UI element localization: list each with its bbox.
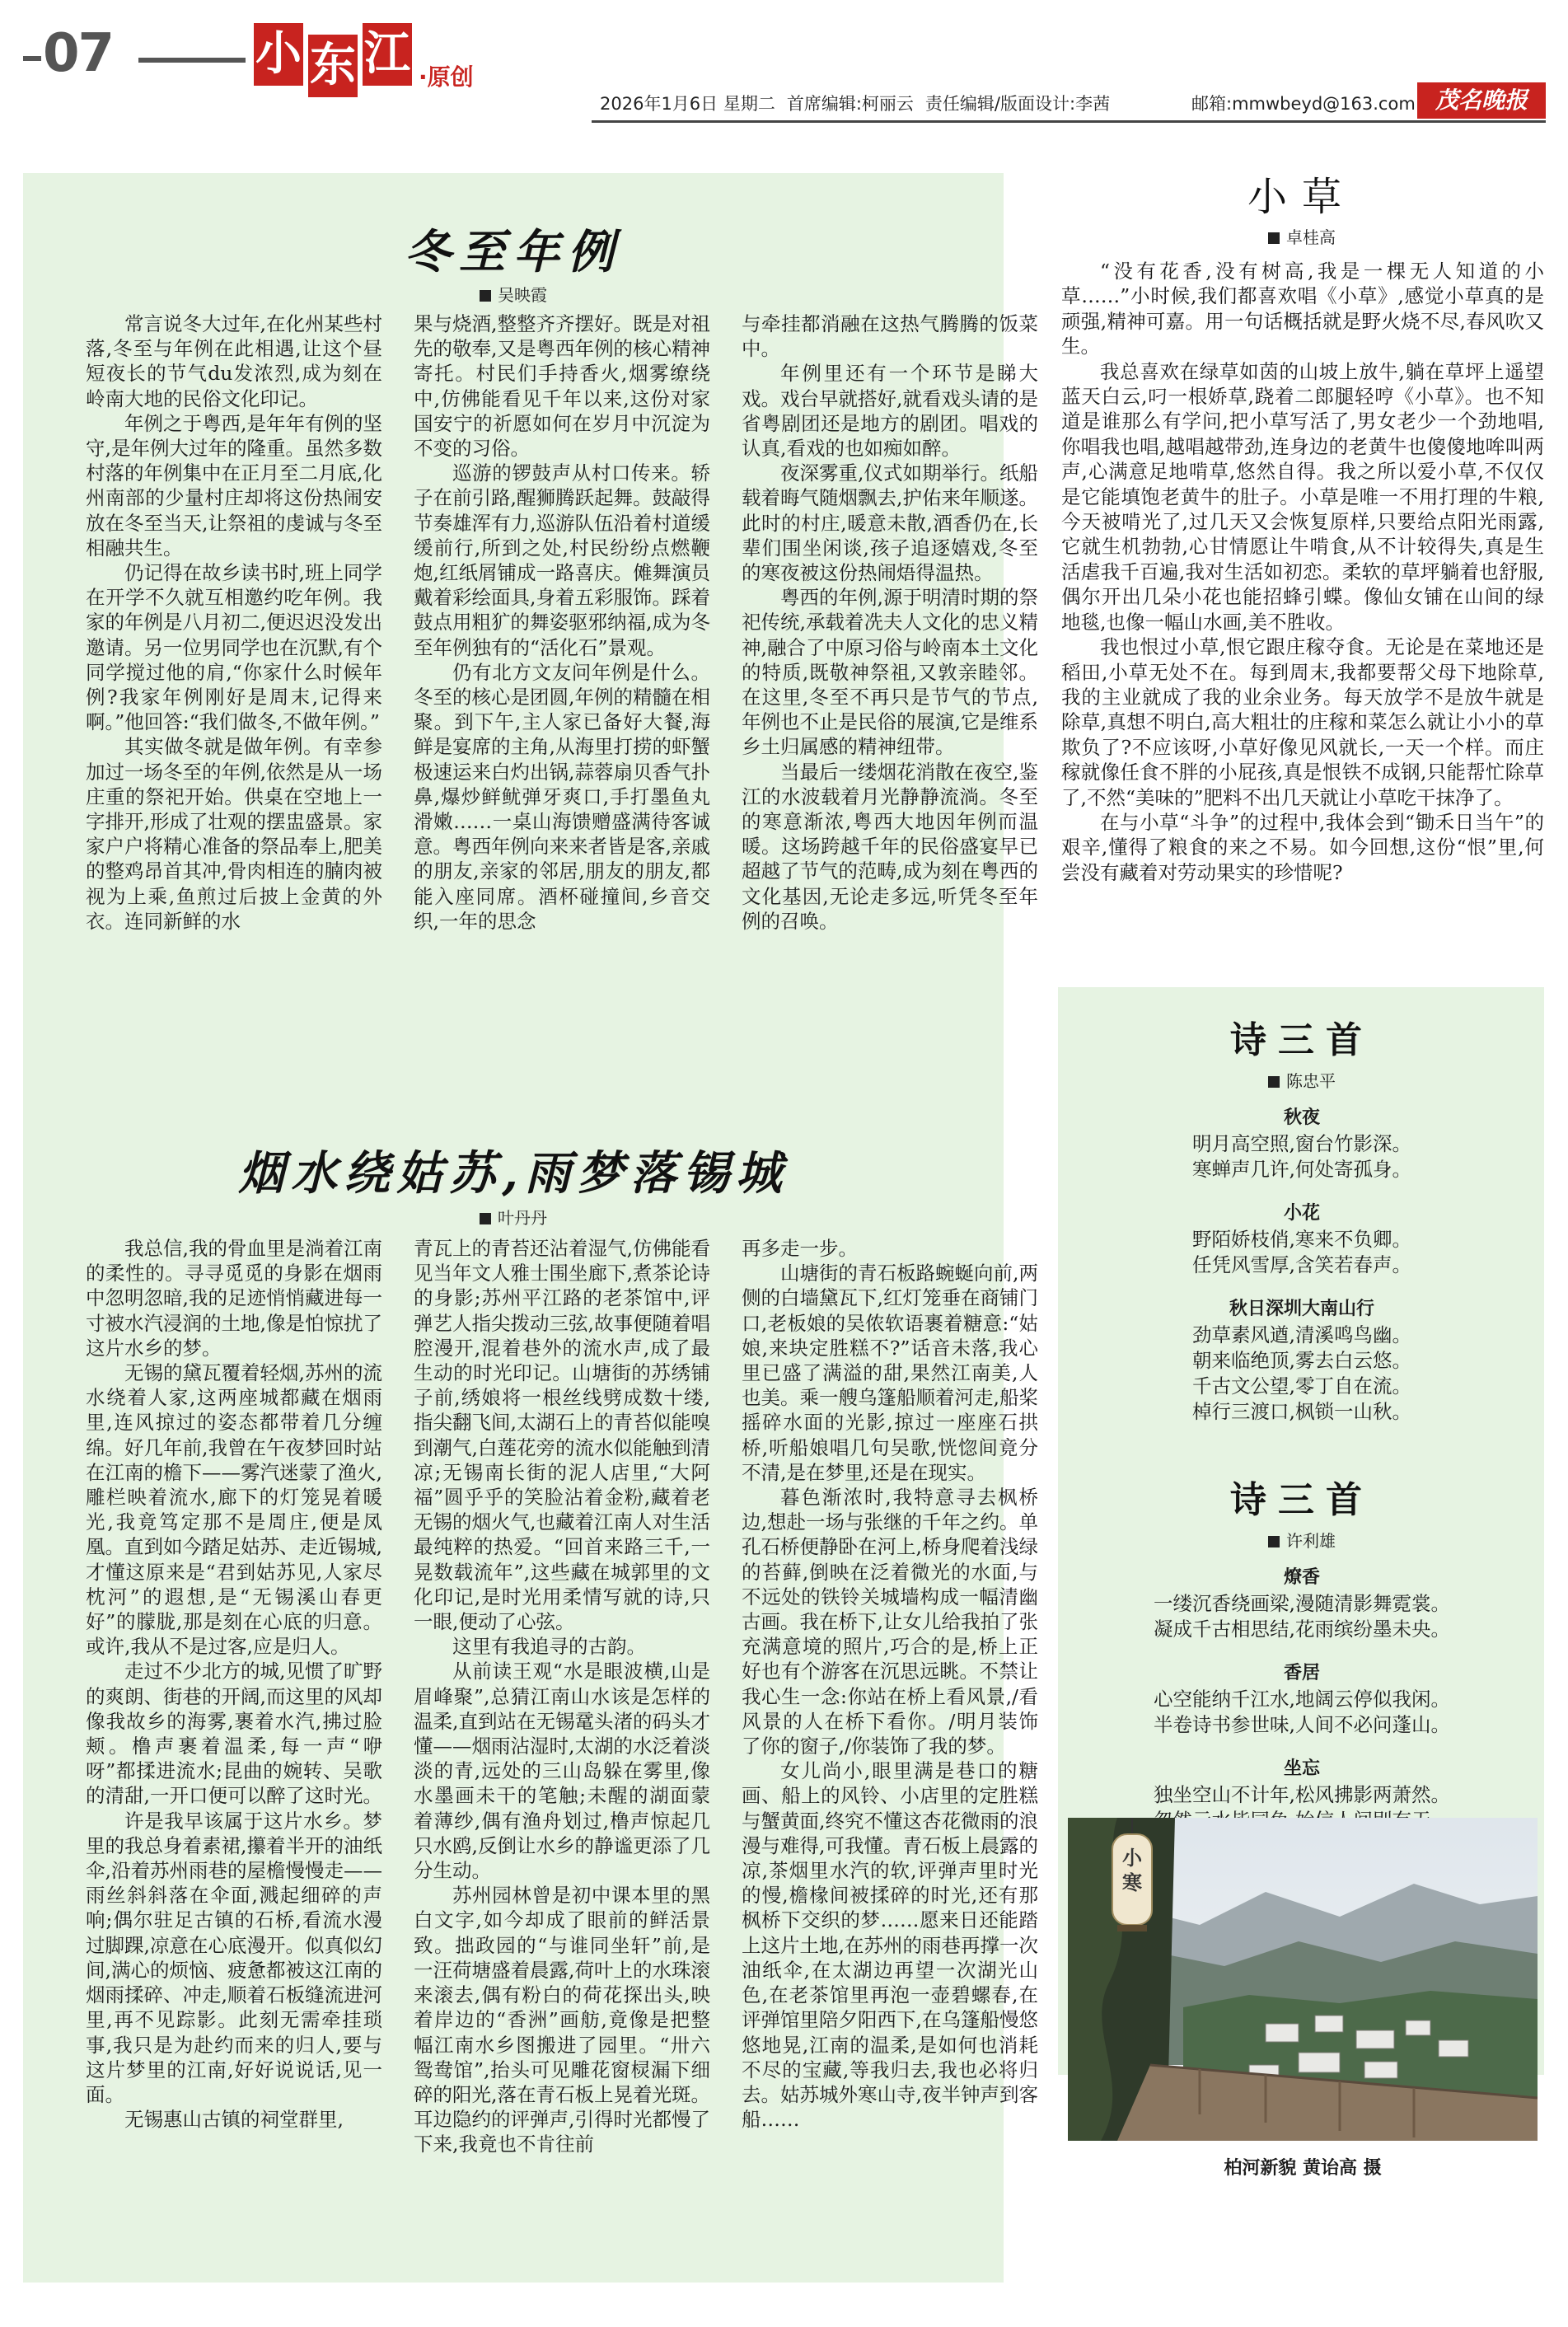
article1-col-3	[742, 311, 1038, 934]
poem-line: 凝成千古相思结,花雨缤纷墨未央。	[1154, 1618, 1450, 1641]
poem	[1063, 1201, 1541, 1278]
masthead-rule	[138, 58, 246, 63]
article2-author: 叶丹丹	[498, 1208, 547, 1228]
paragraph: 无锡惠山古镇的祠堂群里,	[124, 2108, 344, 2132]
poem-line: 棹行三渡口,枫锁一山秋。	[1192, 1400, 1411, 1423]
byline-square-icon	[1268, 232, 1280, 244]
paragraph: 我总喜欢在绿草如茵的山坡上放牛,躺在草坪上遥望蓝天白云,叼一根娇草,跷着二郎腿轻哼《小草》。也不知道是谁那么有学问,把小草写活了,男女老少一个劲地唱,你唱我也唱,越唱越带劲,连身边的老黄牛也傻傻地哞叫两声,心满意足地啃草,悠然自得。我之所以爱小草,不仅仅是它能填饱老黄牛的肚子。小草是唯一不用打理的牛粮,今天被啃光了,过几天又会恢复原样,只要给点阳光雨露,它就生机勃勃,心甘情愿让牛啃食,从不计较得失,真是生活虐我千百遍,我对生活如初恋。柔软的草坪躺着也舒服,偶尔开出几朵小花也能招蜂引蝶。像仙女铺在山间的绿地毯,也像一幅山水画,美不胜收。	[1061, 359, 1544, 634]
byline-square-icon	[480, 290, 491, 302]
poem	[1063, 1660, 1541, 1738]
paragraph: 夜深雾重,仪式如期举行。纸船载着晦气随烟飘去,护佑来年顺遂。此时的村庄,暖意未散,酒香仍在,长辈们围坐闲谈,孩子追逐嬉戏,冬至的寒夜被这份热闹焐得温热。	[742, 461, 1038, 585]
article3-body	[1061, 259, 1544, 885]
masthead-info	[600, 91, 1121, 115]
paragraph: 仍有北方文友问年例是什么。冬至的核心是团圆,年例的精髓在相聚。到下午,主人家已备好大餐,海鲜是宴席的主角,从海里打捞的虾蟹极速运来白灼出锅,蒜蓉扇贝香气扑鼻,爆炒鲜鱿弹牙爽口,手打墨鱼丸滑嫩……一桌山海馈赠盛满待客诚意。粤西年例向来来者皆是客,亲戚的朋友,亲家的邻居,朋友的朋友,都能入座同席。酒杯碰撞间,乡音交织,一年的思念	[414, 660, 710, 933]
section-char-3: 江	[363, 23, 412, 86]
paragraph: 年例之于粤西,是年年有例的坚守,是年例大过年的隆重。虽然多数村落的年例集中在正月至二月底,化州南部的少量村庄却将这份热闹安放在冬至当天,让祭祖的虔诚与冬至相融共生。	[86, 411, 382, 560]
paragraph: 粤西的年例,源于明清时期的祭祀传统,承载着冼夫人文化的忠义精神,融合了中原习俗与岭南本土文化的特质,既敬神祭祖,又敦亲睦邻。在这里,冬至不再只是节气的节点,年例也不止是民俗的展演,它是维系乡土归属感的精神纽带。	[742, 586, 1038, 759]
issue-date: 2026年1月6日 星期二	[600, 94, 775, 114]
poems1-byline	[1063, 1068, 1541, 1092]
article2-col-1	[86, 1236, 382, 2157]
article1-col-2	[414, 311, 710, 934]
poem-line: 明月高空照,窗台竹影深。	[1192, 1132, 1411, 1155]
poem-line: 野陌娇枝俏,寒来不负卿。	[1192, 1228, 1411, 1251]
poem	[1063, 1296, 1541, 1425]
chief-editor: 首席编辑:柯丽云	[786, 94, 914, 114]
article1-body	[86, 311, 1038, 934]
poem-line: 劲草素风遒,清溪鸣鸟幽。	[1192, 1323, 1411, 1346]
paragraph: 我总信,我的骨血里是淌着江南的柔性的。寻寻觅觅的身影在烟雨中忽明忽暗,我的足迹悄悄藏进每一寸被水汽浸润的土地,像是怕惊扰了这片水乡的梦。	[86, 1237, 382, 1360]
paragraph: 与牵挂都消融在这热气腾腾的饭菜中。	[742, 312, 1038, 361]
poem-line: 独坐空山不计年,松风拂影两萧然。	[1154, 1783, 1450, 1806]
poems1-author: 陈忠平	[1286, 1071, 1336, 1091]
landscape-photo	[1068, 1818, 1538, 2141]
poem-title: 香居	[1283, 1663, 1320, 1683]
article1-author: 吴映霞	[498, 285, 547, 305]
lantern-text: 小寒	[1122, 1846, 1142, 1894]
poem-line: 朝来临绝顶,雾去白云悠。	[1192, 1349, 1411, 1372]
paragraph: 暮色渐浓时,我特意寻去枫桥边,想赴一场与张继的千年之约。单孔石桥便静卧在河上,桥身爬着浅绿的苔藓,倒映在泛着微光的水面,与不远处的铁铃关城墙构成一幅清幽古画。我在桥下,让女儿给我拍了张充满意境的照片,巧合的是,桥上正好也有个游客在沉思远眺。不禁让我心生一念:你站在桥上看风景,/看风景的人在桥下看你。/明月装饰了你的窗子,/你装饰了我的梦。	[742, 1486, 1038, 1758]
photo-caption: 柏河新貌 黄诒高 摄	[1224, 2158, 1382, 2179]
masthead-rule-left	[23, 56, 41, 61]
article3-title: 小草	[1247, 174, 1356, 220]
paragraph: 无锡的黛瓦覆着轻烟,苏州的流水绕着人家,这两座城都藏在烟雨里,连风掠过的姿态都带着几分缠绵。好几年前,我曾在午夜梦回时站在江南的檐下——雾汽迷蒙了渔火,雕栏映着流水,廊下的灯笼晃着暖光,我竟笃定那不是周庄,便是凤凰。直到如今踏足姑苏、走近锡城,才懂这原来是“君到姑苏见,人家尽枕河”的遐想,是“无锡溪山春更好”的朦胧,那是刻在心底的归意。或许,我从不是过客,应是归人。	[86, 1361, 382, 1659]
article2-col-2	[414, 1236, 710, 2157]
poem-title: 燎香	[1283, 1567, 1320, 1588]
article2-body	[86, 1236, 1038, 2157]
paragraph: 苏州园林曾是初中课本里的黑白文字,如今却成了眼前的鲜活景致。拙政园的“与谁同坐轩”前,是一汪荷塘盛着晨露,荷叶上的水珠滚来滚去,偶有粉白的荷花探出头,映着岸边的“香洲”画舫,竟像是把整幅江南水乡图搬进了园里。“卅六鸳鸯馆”,抬头可见雕花窗棂漏下细碎的阳光,落在青石板上晃着光斑。耳边隐约的评弹声,引得时光都慢了下来,我竟也不肯往前	[414, 1884, 710, 2156]
byline-square-icon	[1268, 1076, 1280, 1088]
paragraph: 女儿尚小,眼里满是巷口的糖画、船上的风铃、小店里的定胜糕与蟹黄面,终究不懂这杏花微雨的浪漫与难得,可我懂。青石板上晨露的凉,茶烟里水汽的软,评弹声里时光的慢,檐椽间被揉碎的时光,还有那枫桥下交织的梦……愿来日还能踏上这片土地,在苏州的雨巷再撑一次油纸伞,在太湖边再望一次湖光山色,在老茶馆里再泡一壶碧螺春,在评弹馆里陪夕阳西下,在乌篷船慢悠悠地晃,江南的温柔,是如何也消耗不尽的宝藏,等我归去,我也必将归去。姑苏城外寒山寺,夜半钟声到客船……	[742, 1759, 1038, 2132]
poem-line: 寒蝉声几许,何处寄孤身。	[1192, 1158, 1411, 1181]
poem-line: 一缕沉香绕画梁,漫随清影舞霓裳。	[1154, 1592, 1450, 1615]
paragraph: 再多走一步。	[742, 1237, 858, 1260]
paragraph: 我也恨过小草,恨它跟庄稼夺食。无论是在菜地还是稻田,小草无处不在。每到周末,我都要帮父母下地除草,我的主业就成了我的业余业务。每天放学不是放牛就是除草,真想不明白,高大粗壮的庄稼和菜怎么就让小小的草欺负了?不应该呀,小草好像见风就长,一天一个样。而庄稼就像任食不胖的小屁孩,真是恨铁不成钢,只能帮忙除草了,不然“美味的”肥料不出几天就让小草吃干抹净了。	[1061, 635, 1544, 809]
paragraph: 常言说冬大过年,在化州某些村落,冬至与年例在此相遇,让这个昼短夜长的节气du发浓烈,成为刻在岭南大地的民俗文化印记。	[86, 312, 382, 410]
byline-square-icon	[1268, 1536, 1280, 1547]
masthead	[23, 23, 1546, 122]
article3-byline	[1063, 224, 1541, 248]
newspaper-logo: 茂名晚报	[1417, 82, 1546, 119]
paragraph: 许是我早该属于这片水乡。梦里的我总身着素裙,攥着半开的油纸伞,沿着苏州雨巷的屋檐慢慢走——雨丝斜斜落在伞面,溅起细碎的声响;偶尔驻足古镇的石桥,看流水漫过脚踝,凉意在心底漫开。似真似幻间,满心的烦恼、疲惫都被这江南的烟雨揉碎、冲走,顺着石板缝流进河里,再不见踪影。此刻无需牵挂琐事,我只是为赴约而来的归人,要与这片梦里的江南,好好说说话,见一面。	[86, 1809, 382, 2106]
article3-author: 卓桂高	[1286, 227, 1336, 247]
paragraph: 从前读王观“水是眼波横,山是眉峰聚”,总猜江南山水该是怎样的温柔,直到站在无锡鼋头渚的码头才懂——烟雨沾湿时,太湖的水泛着淡淡的青,远处的三山岛躲在雾里,像水墨画未干的笔触;未醒的湖面蒙着薄纱,偶有渔舟划过,橹声惊起几只水鸥,反倒让水乡的静谧更添了几分生动。	[414, 1660, 710, 1883]
paragraph: 当最后一缕烟花消散在夜空,鉴江的水波载着月光静静流淌。冬至的寒意渐浓,粤西大地因年例而温暖。这场跨越千年的民俗盛宴早已超越了节气的范畴,成为刻在粤西的文化基因,无论走多远,听凭冬至年例的召唤。	[742, 760, 1038, 933]
article1-byline	[23, 282, 1004, 306]
poems2-author: 许利雄	[1286, 1531, 1336, 1551]
poems2-title: 诗三首	[1230, 1479, 1374, 1521]
contact-email[interactable]: 邮箱:mmwbeyd@163.com	[1191, 94, 1416, 114]
poem-title: 秋夜	[1283, 1107, 1320, 1128]
paragraph: 走过不少北方的城,见惯了旷野的爽朗、街巷的开阔,而这里的风却像我故乡的海雾,裹着水汽,拂过脸颊。橹声裹着温柔,每一声“咿呀”都揉进流水;昆曲的婉转、吴歌的清甜,一开口便可以醉了这时光。	[86, 1660, 382, 1808]
paragraph: 巡游的锣鼓声从村口传来。轿子在前引路,醒狮腾跃起舞。鼓敲得节奏雄浑有力,巡游队伍沿着村道缓缓前行,所到之处,村民纷纷点燃鞭炮,红纸屑铺成一路喜庆。傩舞演员戴着彩绘面具,身着五彩服饰。踩着鼓点用粗犷的舞姿驱邪纳福,成为冬至年例独有的“活化石”景观。	[414, 461, 710, 659]
article2-title: 烟水绕姑苏,雨梦落锡城	[238, 1146, 789, 1201]
section-subtitle: ·原创	[419, 63, 474, 91]
paragraph: 果与烧酒,整整齐齐摆好。既是对祖先的敬奉,又是粤西年例的核心精神寄托。村民们手持香火,烟雾缭绕中,仿佛能看见千年以来,这份对家国安宁的祈愿如何在岁月中沉淀为不变的习俗。	[414, 312, 710, 461]
masthead-info-rule	[592, 120, 1546, 123]
paragraph: 年例里还有一个环节是睇大戏。戏台早就搭好,就看戏头请的是省粤剧团还是地方的剧团。唱戏的认真,看戏的也如痴如醉。	[742, 362, 1038, 461]
poem-title: 坐忘	[1283, 1758, 1320, 1779]
paragraph: 青瓦上的青苔还沾着湿气,仿佛能看见当年文人雅士围坐廊下,煮茶论诗的身影;苏州平江路的老茶馆中,评弹艺人指尖拨动三弦,故事便随着唱腔漫开,混着巷外的流水声,成了最生动的时光印记。山塘街的苏绣铺子前,绣娘将一根丝线劈成数十缕,指尖翻飞间,太湖石上的青苔似能嗅到潮气,白莲花旁的流水似能触到清凉;无锡南长街的泥人店里,“大阿福”圆乎乎的笑脸沾着金粉,藏着老无锡的烟火气,也藏着江南人对生活最纯粹的热爱。“回首来路三千,一晃数载流年”,这些藏在城郭里的文化印记,是时光用柔情写就的诗,只一眼,便动了心弦。	[414, 1237, 710, 1634]
paragraph: 山塘街的青石板路蜿蜒向前,两侧的白墙黛瓦下,红灯笼垂在商铺门口,老板娘的吴侬软语裹着糖意:“姑娘,来块定胜糕不?”话音未落,我心里已盛了满溢的甜,果然江南美,人也美。乘一艘乌篷船顺着河走,船桨摇碎水面的光影,掠过一座座石拱桥,听船娘唱几句吴歌,恍惚间竟分不清,是在梦里,还是在现实。	[742, 1262, 1038, 1484]
editor-credit: 责任编辑/版面设计:李茜	[924, 94, 1111, 114]
paragraph: “没有花香,没有树高,我是一棵无人知道的小草……”小时候,我们都喜欢唱《小草》,感觉小草真的是顽强,精神可嘉。用一句话概括就是野火烧不尽,春风吹又生。	[1061, 260, 1544, 358]
section-char-2: 东	[308, 35, 358, 97]
paragraph: 在与小草“斗争”的过程中,我体会到“锄禾日当午”的艰辛,懂得了粮食的来之不易。如今回想,这份“恨”里,何尝没有藏着对劳动果实的珍惜呢?	[1061, 810, 1544, 884]
poems2-section	[1063, 1470, 1541, 1833]
article1-col-1	[86, 311, 382, 934]
poem	[1063, 1565, 1541, 1642]
poem-title: 小花	[1283, 1203, 1320, 1224]
paragraph: 这里有我追寻的古韵。	[452, 1635, 646, 1659]
article2-byline	[23, 1205, 1004, 1229]
poem-line: 心空能纳千江水,地阔云停似我闲。	[1154, 1688, 1450, 1711]
paragraph: 其实做冬就是做年例。有幸参加过一场冬至的年例,依然是从一场庄重的祭祀开始。供桌在空地上一字排开,形成了壮观的摆盅盛景。家家户户将精心准备的祭品奉上,肥美的整鸡昂首其冲,骨肉相连的腩肉被视为上乘,鱼煎过后披上金黄的外衣。连同新鲜的水	[86, 735, 382, 933]
section-char-1: 小	[254, 23, 303, 86]
poem	[1063, 1105, 1541, 1182]
poems1-section	[1063, 1010, 1541, 1425]
poem-line: 半卷诗书参世味,人间不必问蓬山。	[1154, 1713, 1450, 1736]
page-number: 07	[43, 23, 114, 84]
article1-title: 冬至年例	[405, 225, 622, 279]
poems2-byline	[1063, 1528, 1541, 1552]
article2-col-3	[742, 1236, 1038, 2157]
poem-title: 秋日深圳大南山行	[1229, 1299, 1374, 1319]
poem-line: 任凭风雪厚,含笑若春声。	[1192, 1253, 1411, 1276]
paragraph: 仍记得在故乡读书时,班上同学在开学不久就互相邀约吃年例。我家的年例是八月初二,便迟迟没发出邀请。另一位男同学也在沉默,有个同学搅过他的肩,“你家什么时候年例?我家年例刚好是周末,记得来啊。”他回答:“我们做冬,不做年例。”	[86, 561, 382, 734]
poem-line: 千古文公望,零丁自在流。	[1192, 1374, 1411, 1398]
byline-square-icon	[480, 1213, 491, 1224]
poems1-title: 诗三首	[1230, 1019, 1374, 1061]
